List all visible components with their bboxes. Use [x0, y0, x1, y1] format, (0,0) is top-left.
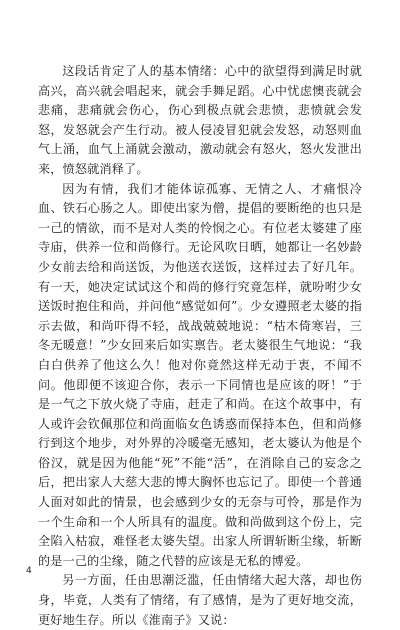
paragraph-huainanzi: 另一方面，任由思潮泛滥，任由情绪大起大落，却也伤身，毕竟，人类有了情绪，有了感情，是为了更好地交流，更好地生存。所以《淮南子》又说： — [38, 573, 362, 627]
paragraph-emotions: 这段话肯定了人的基本情绪：心中的欲望得到满足时就高兴，高兴就会唱起来，就会手舞足蹈。心中忧虑懊丧就会悲痛，悲痛就会伤心，伤心到极点就会悲愤，悲愤就会发怒，发怒就会产生行动。被人侵凌冒犯就会发怒，动怒则血气上涌，血气上涌就会激动，激动就会有怒火，怒火发泄出来，愤怒就消释了。 — [38, 64, 362, 176]
paragraph-monk-story: 因为有情，我们才能体谅孤寡、无情之人、才痛恨冷血、铁石心肠之人。即使出家为僧，提倡的要断绝的也只是一己的情欲，而不是对人类的怜悯之心。有位老太婆建了座寺庙，供养一位和尚修行。无论风吹日晒，她都让一名妙龄少女前去给和尚送饭，为他送衣送饭，这样过去了好几年。有一天，她决定试试这个和尚的修行究竟怎样，就吩咐少女送饭时抱住和尚，并问他“感觉如何”。少女遵照老太婆的指示去做，和尚吓得不轻，战战兢兢地说：“枯木倚寒岩，三冬无暖意！”少女回来后如实禀告。老太婆很生气地说：“我白白供养了他这么久！他对你竟然这样无动于衷，不闻不问。他即便不该迎合你，表示一下同情也是应该的呀！”于是一气之下放火烧了寺庙，赶走了和尚。在这个故事中，有人或许会钦佩那位和尚面临女色诱惑而保持本色，但和尚修行到这个地步，对外界的冷暖毫无感知，老太婆认为他是个俗汉，就是因为他能“死”不能“活”，在消除自己的妄念之后，把出家人大慈大悲的博大胸怀也忘记了。即使一个普通人面对如此的情景，也会感到少女的无奈与可怜，那是作为一个生命和一个人所具有的温度。做和尚做到这个份上，完全陷入枯寂，难怪老太婆失望。出家人所谓斩断尘缘，斩断的是一己的尘缘，随之代替的应该是无私的博爱。 — [38, 181, 362, 568]
page-number: 4 — [26, 566, 32, 576]
page-body — [38, 62, 362, 630]
